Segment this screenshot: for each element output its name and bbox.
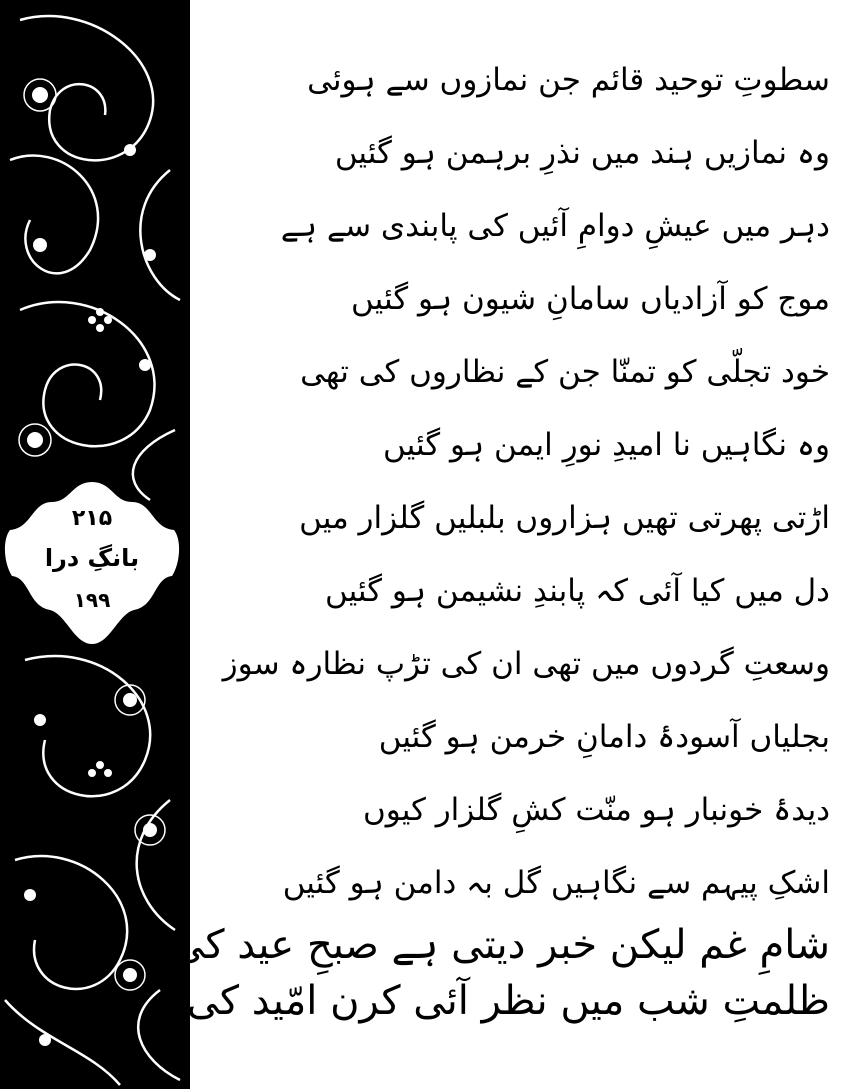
verse-line: دہر میں عیشِ دوامِ آئیں کی پابندی سے ہے [280, 208, 830, 244]
cartouche-top-number: ۲۱۵ [71, 506, 113, 531]
verse-line: موج کو آزادیاں سامانِ شیون ہو گئیں [351, 281, 830, 317]
verse-line: دل میں کیا آئی کہ پابندِ نشیمن ہو گئیں [324, 573, 830, 609]
verse-line: خود تجلّی کو تمنّا جن کے نظاروں کی تھی [300, 354, 830, 390]
verse-line: وہ نمازیں ہند میں نذرِ برہمن ہو گئیں [334, 135, 830, 171]
verse-line: وسعتِ گردوں میں تھی ان کی تڑپ نظارہ سوز [222, 646, 830, 682]
decorative-border [0, 0, 190, 1089]
cartouche-title: بانگِ درا [44, 544, 140, 572]
verse-line: سطوتِ توحید قائم جن نمازوں سے ہوئی [307, 62, 830, 98]
poem [172, 60, 830, 1060]
cartouche [2, 478, 182, 648]
verse-line: اڑتی پھرتی تھیں ہزاروں بلبلیں گلزار میں [299, 500, 830, 536]
cartouche-bottom-number: ۱۹۹ [73, 588, 111, 612]
verse-line: وہ نگاہیں نا امیدِ نورِ ایمن ہو گئیں [383, 427, 830, 463]
verse-line: دیدۂ خونبار ہو منّت کشِ گلزار کیوں [362, 792, 830, 828]
closing-verse-line: ظلمتِ شب میں نظر آئی کرن امّید کی [186, 978, 830, 1024]
verse-line: اشکِ پیہم سے نگاہیں گل بہ دامن ہو گئیں [282, 865, 830, 901]
closing-verse-line: شامِ غم لیکن خبر دیتی ہے صبحِ عید کی [172, 922, 830, 968]
verse-line: بجلیاں آسودۂ دامانِ خرمن ہو گئیں [378, 719, 830, 755]
